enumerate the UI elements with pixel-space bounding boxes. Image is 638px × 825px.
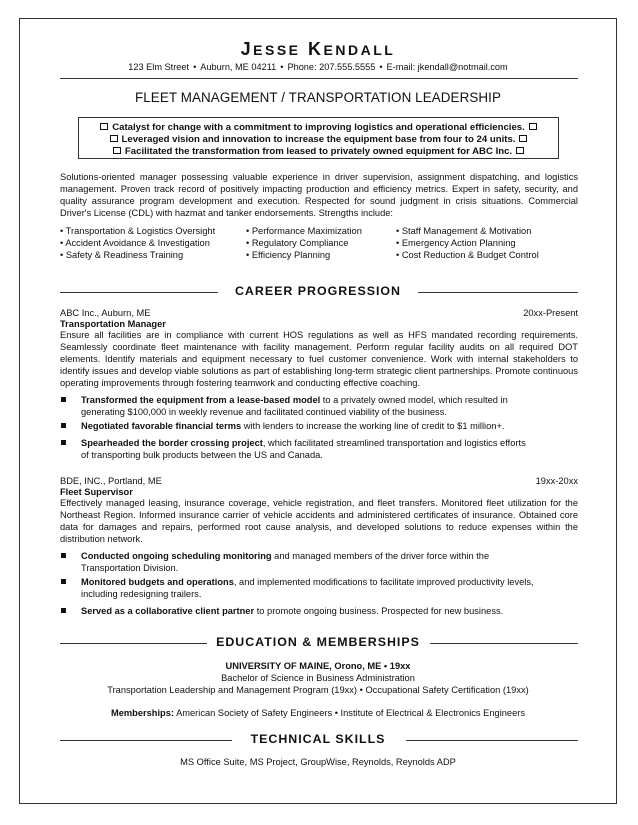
achievement-text xyxy=(81,550,536,574)
city-state-zip: Auburn, ME 04211 xyxy=(200,62,277,72)
memberships-list: American Society of Safety Engineers • Institute of Electrical & Electronics Engineers xyxy=(174,708,526,718)
square-bullet-icon xyxy=(110,135,118,142)
highlight-item xyxy=(79,122,558,133)
job-dates: 19xx-20xx xyxy=(535,476,578,486)
street-address: 123 Elm Street xyxy=(128,62,190,72)
degree-line: Bachelor of Science in Business Administration xyxy=(221,673,415,683)
square-bullet-icon xyxy=(113,147,121,154)
achievement-text xyxy=(81,437,536,461)
job-description: Effectively managed leasing, insurance coverage, vehicle registration, and fleet transfers. Monitored fleet utilization for the Northeast Region. Informed insurance carrier of vehicle accidents and administered certificates of insurance. Obtained core data for damages and repairs, performed root cause analysis, and developed solutions to reduce expenses within the distribution network. xyxy=(60,498,578,544)
job-title: Transportation Manager xyxy=(60,319,166,329)
square-bullet-icon xyxy=(529,123,537,130)
achievement-highlight: Monitored budgets and operations xyxy=(81,577,234,587)
strength-item: • Transportation & Logistics Oversight xyxy=(60,226,216,236)
certifications-line: Transportation Leadership and Management Program (19xx) • Occupational Safety Certification (19xx) xyxy=(107,685,529,695)
highlight-text: Leveraged vision and innovation to increase the equipment base from four to 24 units. xyxy=(121,134,516,145)
achievement-text xyxy=(81,420,536,432)
strengths-column xyxy=(246,225,362,261)
section-rule-right xyxy=(418,292,578,293)
highlight-text: Catalyst for change with a commitment to improving logistics and operational efficiencies. xyxy=(112,122,525,133)
achievement-highlight: Negotiated favorable financial terms xyxy=(81,421,242,431)
resume-page xyxy=(19,18,617,804)
achievement-highlight: Spearheaded the border crossing project xyxy=(81,438,263,448)
strength-item: • Staff Management & Motivation xyxy=(396,226,532,236)
square-bullet-icon xyxy=(519,135,527,142)
achievement-highlight: Conducted ongoing scheduling monitoring xyxy=(81,551,272,561)
memberships-label: Memberships: xyxy=(110,708,174,718)
job-title: Fleet Supervisor xyxy=(60,487,133,497)
highlights-box xyxy=(78,117,559,159)
achievement-detail: with lenders to increase the working line of credit to $1 million+. xyxy=(241,421,505,431)
square-bullet-icon xyxy=(100,123,108,130)
bullet-icon xyxy=(61,440,66,445)
name-rest: ENDALL xyxy=(323,42,396,58)
memberships-line xyxy=(20,707,616,719)
section-rule-right xyxy=(430,643,578,644)
strengths-column xyxy=(60,225,215,261)
email-address: E-mail: jkendall@notmail.com xyxy=(386,62,508,72)
strength-item: • Accident Avoidance & Investigation xyxy=(60,238,210,248)
bullet-icon xyxy=(61,608,66,613)
achievement-text xyxy=(81,576,536,600)
name-initial: K xyxy=(308,39,324,59)
achievement-detail: to promote ongoing business. Prospected for new business. xyxy=(254,606,504,616)
name-space xyxy=(301,39,309,59)
contact-separator: • xyxy=(379,62,383,72)
education-section-title: EDUCATION & MEMBERSHIPS xyxy=(216,635,420,649)
school-line: UNIVERSITY OF MAINE, Orono, ME • 19xx xyxy=(225,661,411,671)
strength-item: • Performance Maximization xyxy=(246,226,362,236)
header-divider xyxy=(60,78,578,79)
achievement-highlight: Transformed the equipment from a lease-based model xyxy=(81,395,321,405)
contact-separator: • xyxy=(193,62,197,72)
strength-item: • Safety & Readiness Training xyxy=(60,250,184,260)
highlight-text: Facilitated the transformation from leased to privately owned equipment for ABC Inc. xyxy=(124,146,513,157)
achievement-highlight: Served as a collaborative client partner xyxy=(81,606,255,616)
achievement-detail: to a privately owned model, which resulted in generating $100,000 in weekly revenue and facilitated continued viability of the business. xyxy=(81,395,508,417)
achievement-text xyxy=(81,605,536,617)
professional-summary: Solutions-oriented manager possessing valuable experience in driver supervision, assignment dispatching, and logistics management. Proven track record of positively impacting production and efficiency metrics. Expert in safety, security, and quality assurance program development and execution. Respected for sound judgment in crisis situations. Commercial Driver's License (CDL) with hazmat and tanker endorsements. Strengths include: xyxy=(60,172,578,218)
name-initial: J xyxy=(240,39,254,59)
bullet-icon xyxy=(61,553,66,558)
strength-item: • Emergency Action Planning xyxy=(396,238,516,248)
name-rest: ESSE xyxy=(253,42,301,58)
achievement-text xyxy=(81,394,536,418)
bullet-icon xyxy=(61,423,66,428)
strength-item: • Efficiency Planning xyxy=(246,250,331,260)
strength-item: • Cost Reduction & Budget Control xyxy=(396,250,539,260)
square-bullet-icon xyxy=(516,147,524,154)
job-company: BDE, INC., Portland, ME xyxy=(60,476,162,486)
bullet-icon xyxy=(61,397,66,402)
bullet-icon xyxy=(61,579,66,584)
section-rule-right xyxy=(406,740,578,741)
job-description: Ensure all facilities are in compliance with current HOS regulations as well as HFS mandated recording requirements. Seamlessly coordinate fleet maintenance with facility management. Perform regular facility audits on all required DOT elements. Identify materials and equipment necessary to fuel customer convenience. Work with internal stakeholders to identify issues and develop viable solutions as part of establishing long-term strategic client partnerships. Promote continuous operating improvements through fostering teamwork and conducting effective coaching. xyxy=(60,330,578,388)
highlight-item xyxy=(79,146,558,157)
strengths-column xyxy=(396,225,539,261)
headline: FLEET MANAGEMENT / TRANSPORTATION LEADERSHIP xyxy=(134,90,502,105)
achievement-detail: and managed members of the driver force within the Transportation Division. xyxy=(81,551,490,573)
strength-item: • Regulatory Compliance xyxy=(246,238,349,248)
achievement-detail: , and implemented modifications to facilitate improved productivity levels, including redesigning trailers. xyxy=(81,577,534,599)
skills-list: MS Office Suite, MS Project, GroupWise, Reynolds, Reynolds ADP xyxy=(180,757,456,767)
career-section-title: CAREER PROGRESSION xyxy=(234,284,402,298)
phone-number: Phone: 207.555.5555 xyxy=(287,62,376,72)
contact-line xyxy=(20,62,616,72)
achievement-detail: , which facilitated streamlined transportation and logistics efforts of transporting bulk products between the US and Canada. xyxy=(81,438,526,460)
skills-section-title: TECHNICAL SKILLS xyxy=(250,732,386,746)
name-text xyxy=(241,39,396,59)
job-company: ABC Inc., Auburn, ME xyxy=(60,308,151,318)
highlight-item xyxy=(79,134,558,145)
contact-separator: • xyxy=(280,62,284,72)
job-dates: 20xx-Present xyxy=(523,308,578,318)
candidate-name xyxy=(20,39,616,60)
